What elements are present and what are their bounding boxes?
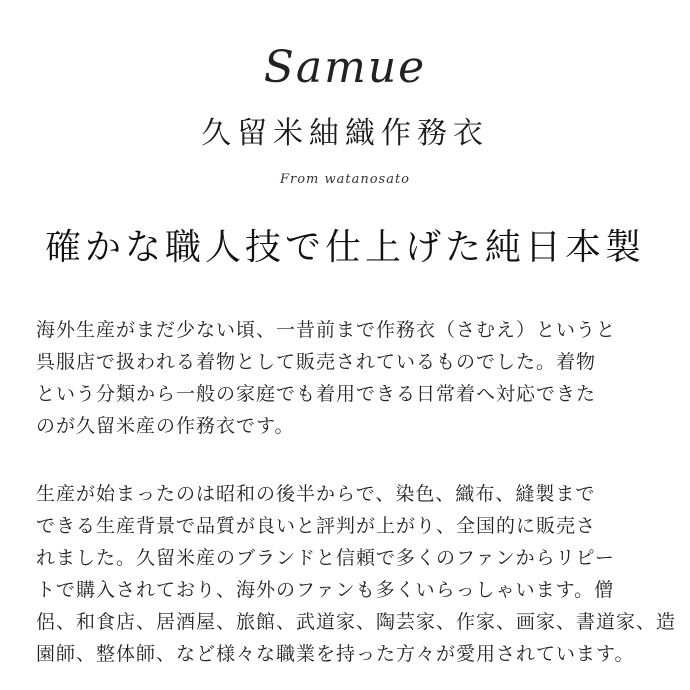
paragraph-line: 呉服店で扱われる着物として販売されているものでした。着物: [36, 351, 597, 373]
paragraph-line: 生産が始まったのは昭和の後半からで、染色、織布、縫製まで: [36, 483, 596, 505]
brand-title: 久留米紬織作務衣: [201, 116, 489, 151]
paragraph-line: れました。久留米産のブランドと信頼で多くのファンからリピー: [36, 547, 615, 569]
samue-script-logo: Samue: [263, 42, 427, 93]
paragraph-history: [36, 314, 658, 442]
paragraph-line: トで購入されており、海外のファンも多くいらっしゃいます。僧: [36, 579, 615, 601]
brand-subtitle: From watanosato: [279, 172, 411, 187]
paragraph-line: という分類から一般の家庭でも着用できる日常着へ対応できた: [36, 383, 597, 405]
paragraph-line: 園師、整体師、など様々な職業を持った方々が愛用されています。: [36, 643, 635, 665]
paragraph-line: できる生産背景で品質が良いと評判が上がり、全国的に販売さ: [36, 515, 597, 537]
paragraph-line: 侶、和食店、居酒屋、旅館、武道家、陶芸家、作家、画家、書道家、造: [36, 611, 677, 633]
paragraph-line: のが久留米産の作務衣です。: [36, 415, 295, 437]
paragraph-line: 海外生産がまだ少ない頃、一昔前まで作務衣（さむえ）というと: [36, 319, 617, 341]
paragraph-production: [36, 478, 677, 670]
headline: 確かな職人技で仕上げた純日本製: [44, 227, 645, 268]
